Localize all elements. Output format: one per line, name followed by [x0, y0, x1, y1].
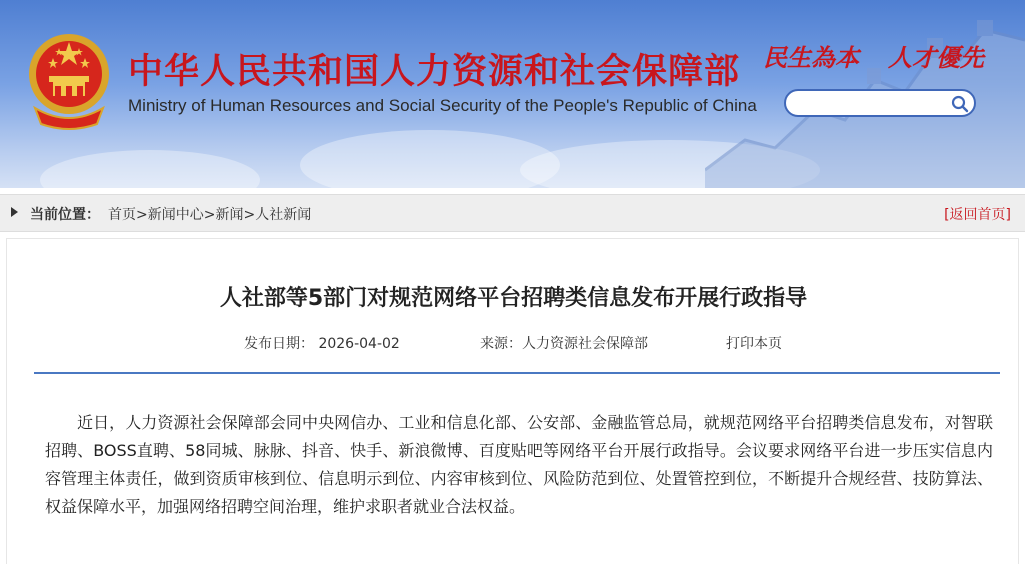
caret-right-icon — [11, 207, 18, 217]
breadcrumb-separator: > — [203, 207, 216, 223]
site-title-cn: 中华人民共和国人力资源和社会保障部 — [128, 52, 741, 92]
slogan-right: 人才優先 — [888, 43, 984, 72]
header-banner — [0, 0, 1025, 188]
print-page-link[interactable]: 打印本页 — [726, 336, 782, 352]
breadcrumb-separator: > — [243, 207, 256, 223]
breadcrumb-item-mohrss-news[interactable]: 人社新闻 — [255, 207, 312, 223]
article-title: 人社部等5部门对规范网络平台招聘类信息发布开展行政指导 — [219, 286, 808, 311]
breadcrumb-item-news[interactable]: 新闻 — [215, 207, 244, 223]
back-home-link[interactable]: [返回首页] — [944, 207, 1011, 223]
title-divider — [34, 372, 1000, 374]
search-icon[interactable] — [950, 94, 970, 114]
breadcrumb-links — [108, 204, 311, 224]
cloud-decoration — [300, 130, 560, 188]
article-source: 来源：人力资源社会保障部 — [480, 336, 648, 352]
breadcrumb-item-home[interactable]: 首页 — [108, 207, 136, 223]
publish-date: 发布日期： 2026-04-02 — [244, 336, 400, 352]
breadcrumb-label: 当前位置： — [30, 207, 100, 223]
slogan-left: 民生為本 — [763, 43, 859, 72]
breadcrumb-separator: > — [136, 207, 148, 223]
site-title-en: Ministry of Human Resources and Social Security of the People's Republic of China — [128, 96, 757, 115]
search-box — [784, 89, 976, 117]
article-body: 近日，人力资源社会保障部会同中央网信办、工业和信息化部、公安部、金融监管总局，就规范网络平台招聘类信息发布，对智联招聘、BOSS直聘、58同城、脉脉、抖音、快手、新浪微博、百度贴吧等网络平台开展行政指导。会议要求网络平台进一步压实信息内容管理主体责任，做到资质审核到位、信息明示到位、内容审核到位、风险防范到位、处置管控到位，不断提升合规经营、技防算法、权益保障水平，加强网络招聘空间治理，维护求职者就业合法权益。 — [45, 413, 993, 516]
breadcrumb-item-news-center[interactable]: 新闻中心 — [147, 207, 204, 223]
article-container — [6, 238, 1019, 564]
national-emblem-icon — [25, 28, 113, 132]
breadcrumb — [0, 194, 1025, 232]
search-input[interactable] — [800, 95, 954, 115]
cloud-decoration — [40, 150, 260, 188]
